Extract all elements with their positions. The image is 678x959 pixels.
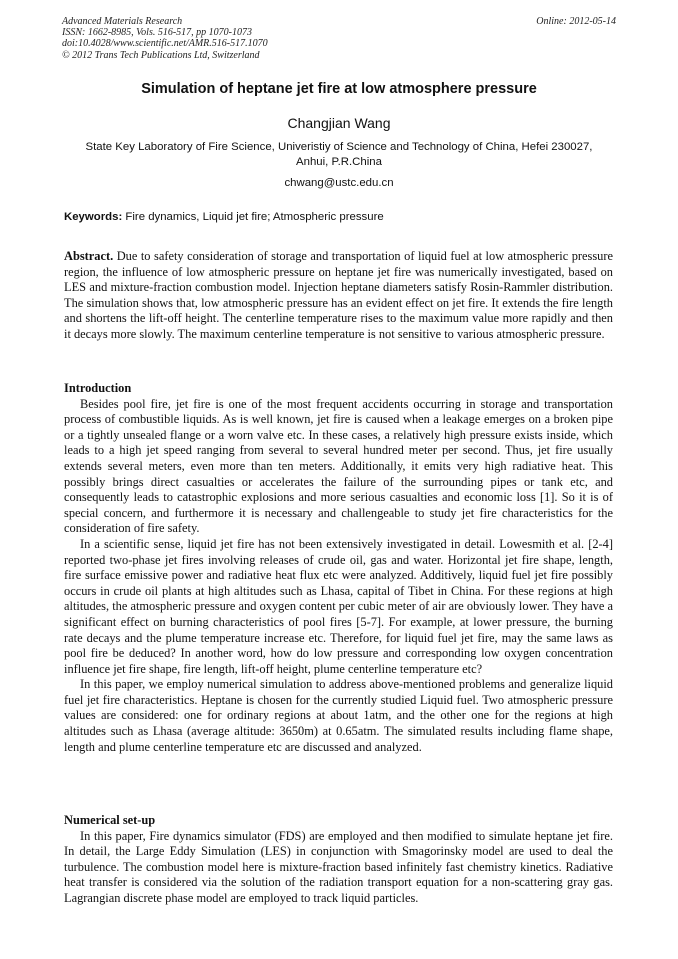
intro-paragraph-3: In this paper, we employ numerical simulation to address above-mentioned problems and generalize liquid fuel jet fire characteristics. Heptane is chosen for the currently studied Liquid fuel. Two atmospheric pressure values are considered: one for ordinary regions at about 1atm, and the other one for the regions at high altitudes such as Lhasa (average altitude: 3650m) at 0.65atm. The simulated results including flame shape, length and plume centerline temperature etc are discussed and analyzed. xyxy=(64,677,613,754)
abstract-section xyxy=(64,249,613,343)
intro-paragraph-1: Besides pool fire, jet fire is one of the most frequent accidents occurring in storage and transportation process of combustible liquids. As is well known, jet fire is caused when a leakage emerges on a broken pipe or a tightly unsealed flange or a worn valve etc. In these cases, a relatively high pressure exists inside, which leads to a high jet speed ranging from several to several hundred meter per second. Thus, jet fire usually extends several meters, even more than ten meters. Additionally, it emits very high radiative heat. This possibly brings direct casualties or accelerates the failure of the surrounding pipes or tank etc, and consequently leads to catastrophic explosions and more serious casualties and economic loss [1]. So it is of special concern, and furthermore it is necessary and challengeable to study jet fire characteristics for the consideration of fire safety. xyxy=(64,396,613,536)
journal-name: Advanced Materials Research xyxy=(62,16,183,27)
numerical-setup-heading: Numerical set-up xyxy=(64,813,156,827)
abstract-label: Abstract. xyxy=(64,249,114,263)
copyright-line: © 2012 Trans Tech Publications Ltd, Switzerland xyxy=(62,49,260,61)
paper-title: Simulation of heptane jet fire at low atmosphere pressure xyxy=(141,81,537,97)
numerical-paragraph-1: In this paper, Fire dynamics simulator (FDS) are employed and then modified to simulate heptane jet fire. In detail, the Large Eddy Simulation (LES) in conjunction with Smagorinsky model are used to deal the turbulence. The combustion model here is mixture-fraction based infinitely fast chemistry kinetics. Radiative heat transfer is considered via the solution of the radiation transport equation for a non-scattering gray gas. Lagrangian discrete phase model are employed to track liquid particles. xyxy=(64,828,613,905)
author-name: Changjian Wang xyxy=(287,115,391,131)
abstract-text: Due to safety consideration of storage and transportation of liquid fuel at low atmospheric pressure region, the influence of low atmospheric pressure on heptane jet fire was numerically investigated, based on LES and mixture-fraction combustion model. Injection heptane diameters satisfy Rosin-Rammler distribution. The simulation shows that, low atmospheric pressure has an evident effect on jet fire. It extends the fire length and shortens the lift-off height. The centerline temperature rises to the maximum value more rapidly and then it decays more slowly. The maximum centerline temperature is not sensitive to various atmospheric pressure. xyxy=(64,249,613,341)
author-email: chwang@ustc.edu.cn xyxy=(284,177,394,189)
issn-line: ISSN: 1662-8985, Vols. 516-517, pp 1070-1073 xyxy=(62,27,252,39)
keywords-text: Fire dynamics, Liquid jet fire; Atmospheric pressure xyxy=(125,211,384,223)
intro-paragraph-2: In a scientific sense, liquid jet fire has not been extensively investigated in detail. Lowesmith et al. [2-4] reported two-phase jet fires involving releases of crude oil, gas and water. Horizontal jet fire shape, length, fire surface emissive power and radiative heat flux etc were analyzed. Additively, liquid fuel jet fire possibly occurs in crude oil plants at high altitudes such as Lhasa, capital of Tibet in China. For these regions at high altitudes, the atmospheric pressure and oxygen content per cubic meter of air are obviously lower. They have a significant effect on burning characteristics of pool fires [5-7]. For example, at lower pressure, the burning rate decays and the plume temperature increase etc. Therefore, for liquid fuel jet fire, may the same laws as pool fire be deduced? In another word, how do low pressure and corresponding low oxygen concentration influence jet fire shape, fire length, lift-off height, plume centerline temperature etc? xyxy=(64,536,613,676)
introduction-heading: Introduction xyxy=(64,381,132,395)
online-date: Online: 2012-05-14 xyxy=(536,16,616,27)
introduction-section xyxy=(64,381,613,755)
affiliation: State Key Laboratory of Fire Science, Univeristiy of Science and Technology of China, Hefei 230027, Anhui, P.R.China xyxy=(85,141,593,168)
keywords xyxy=(64,211,616,223)
keywords-label: Keywords: xyxy=(64,211,123,223)
numerical-setup-section xyxy=(64,813,613,907)
page-header xyxy=(62,16,616,61)
doi-line: doi:10.4028/www.scientific.net/AMR.516-517.1070 xyxy=(62,38,268,50)
